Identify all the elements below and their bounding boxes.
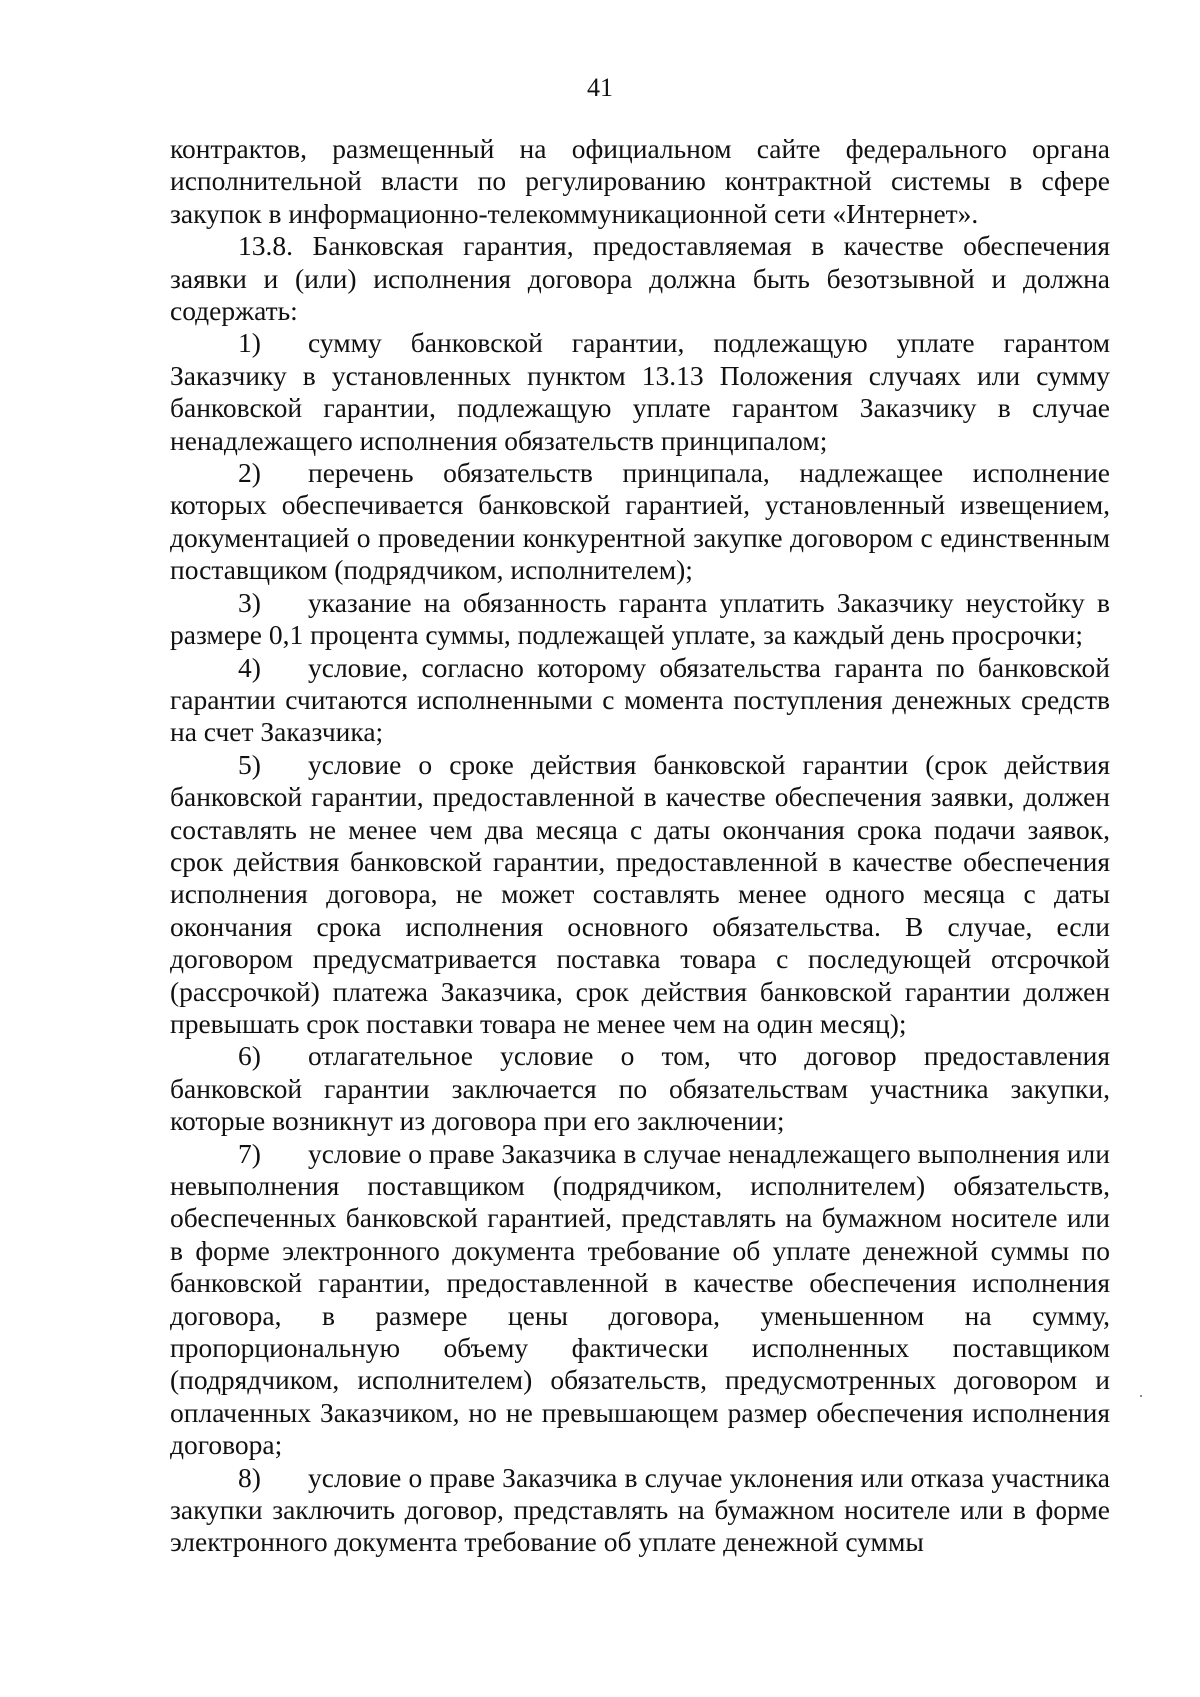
- list-item-number: 7): [238, 1137, 261, 1169]
- clause-13-8: 13.8. Банковская гарантия, предоставляемая в качестве обеспечения заявки и (или) исполнения договора должна быть безотзывной и должна содержать:: [170, 230, 1110, 327]
- list-item-number: 8): [238, 1461, 261, 1493]
- list-item-text: условие о праве Заказчика в случае уклонения или отказа участника закупки заключить договор, представлять на бумажном носителе или в форме электронного документа требование об уплате денежной суммы: [170, 1461, 1110, 1558]
- page-number: 41: [587, 73, 613, 102]
- list-item-number: 1): [238, 327, 261, 359]
- list-item-text: условие о праве Заказчика в случае ненадлежащего выполнения или невыполнения поставщиком (подрядчиком, исполнителем) обязательств, обеспеченных банковской гарантией, представлять на бумажном носителе или в форме электронного документа требование об уплате денежной суммы по банковской гарантии, предоставленной в качестве обеспечения исполнения договора, в размере цены договора, уменьшенном на сумму, пропорциональную объему фактически исполненных поставщиком (подрядчиком, исполнителем) обязательств, предусмотренных договором и оплаченных Заказчиком, но не превышающем размер обеспечения исполнения договора;: [170, 1137, 1110, 1461]
- list-item-number: 3): [238, 586, 261, 618]
- list-item: [170, 1462, 1110, 1559]
- list-item-text: сумму банковской гарантии, подлежащую уплате гарантом Заказчику в установленных пунктом 13.13 Положения случаях или сумму банковской гарантии, подлежащую уплате гарантом Заказчику в случае ненадлежащего исполнения обязательств принципалом;: [170, 327, 1110, 456]
- list-item: [170, 457, 1110, 587]
- list-item-number: 5): [238, 748, 261, 780]
- list-item: [170, 327, 1110, 457]
- scan-speck: [1140, 1395, 1142, 1397]
- continuation-paragraph: контрактов, размещенный на официальном сайте федерального органа исполнительной власти по регулированию контрактной системы в сфере закупок в информационно-телекоммуникационной сети «Интернет».: [170, 133, 1110, 229]
- list-item-number: 2): [238, 457, 261, 489]
- list-item: [170, 587, 1110, 652]
- list-item-number: 4): [238, 651, 261, 683]
- list-item-number: 6): [238, 1040, 261, 1072]
- list-item-text: отлагательное условие о том, что договор предоставления банковской гарантии заключается по обязательствам участника закупки, которые возникнут из договора при его заключении;: [170, 1040, 1110, 1137]
- list-item: [170, 749, 1110, 1041]
- list-item-text: условие о сроке действия банковской гарантии (срок действия банковской гарантии, предоставленной в качестве обеспечения заявки, должен составлять не менее чем два месяца с даты окончания срока подачи заявок, срок действия банковской гарантии, предоставленной в качестве обеспечения исполнения договора, не может составлять менее одного месяца с даты окончания срока исполнения основного обязательства. В случае, если договором предусматривается поставка товара с последующей отсрочкой (рассрочкой) платежа Заказчика, срок действия банковской гарантии должен превышать срок поставки товара не менее чем на один месяц);: [170, 748, 1110, 1039]
- list-item: [170, 1040, 1110, 1137]
- list-item: [170, 1138, 1110, 1462]
- list-item-text: указание на обязанность гаранта уплатить Заказчику неустойку в размере 0,1 процента суммы, подлежащей уплате, за каждый день просрочки;: [170, 586, 1110, 651]
- document-body: [170, 133, 1110, 1559]
- list-item-text: перечень обязательств принципала, надлежащее исполнение которых обеспечивается банковской гарантией, установленный извещением, документацией о проведении конкурентной закупке договором с единственным поставщиком (подрядчиком, исполнителем);: [170, 457, 1110, 586]
- list-item: [170, 652, 1110, 749]
- list-item-text: условие, согласно которому обязательства гаранта по банковской гарантии считаются исполненными с момента поступления денежных средств на счет Заказчика;: [170, 651, 1110, 748]
